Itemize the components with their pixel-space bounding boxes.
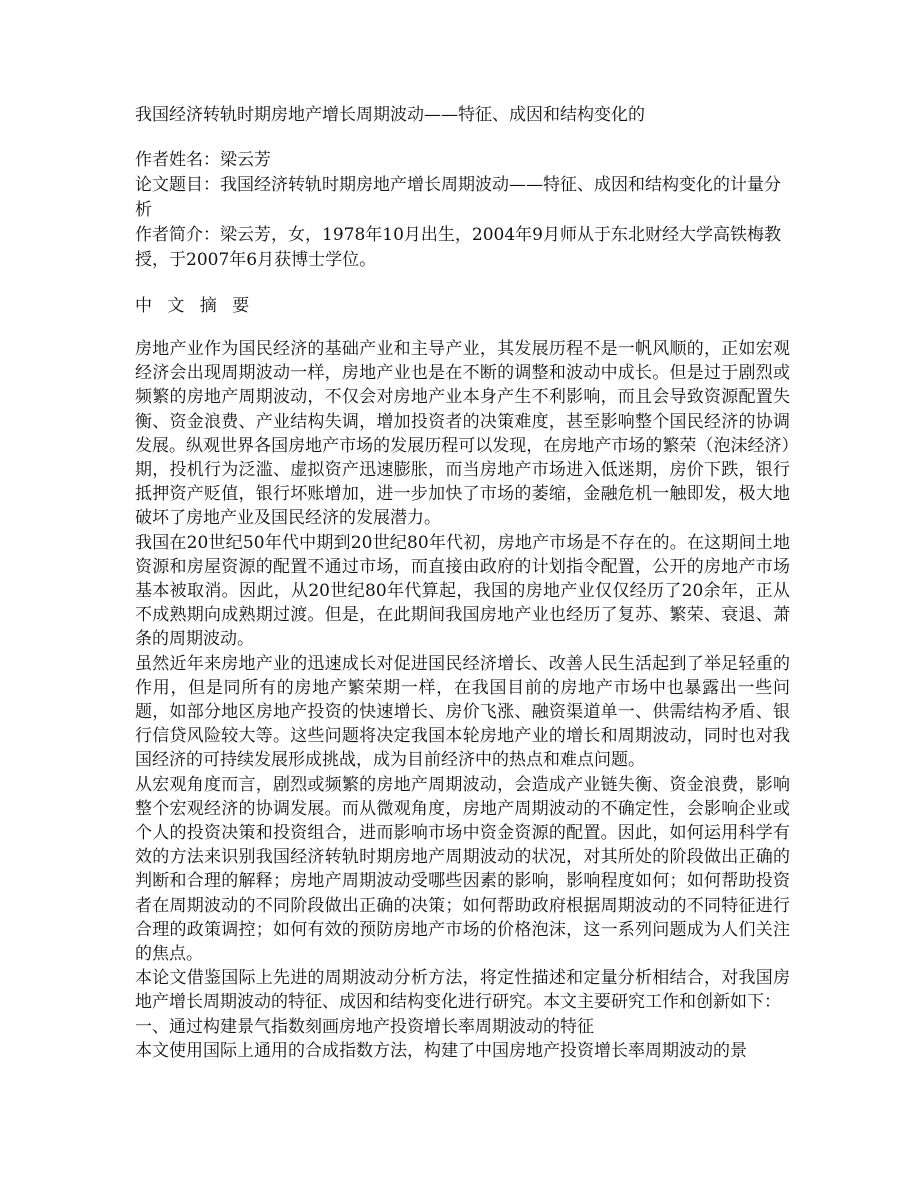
abstract-paragraph: 我国在20世纪50年代中期到20世纪80年代初，房地产市场是不存在的。在这期间土地资源和房屋资源的配置不通过市场，而直接由政府的计划指令配置，公开的房地产市场基本被取消。因此，从20世纪80年代算起，我国的房地产业仅仅经历了20余年，正从不成熟期向成熟期过渡。但是，在此期间我国房地产业也经历了复苏、繁荣、衰退、萧条的周期波动。	[135, 532, 790, 650]
abstract-paragraph: 虽然近年来房地产业的迅速成长对促进国民经济增长、改善人民生活起到了举足轻重的作用，但是同所有的房地产繁荣期一样，在我国目前的房地产市场中也暴露出一些问题，如部分地区房地产投资的快速增长、房价飞涨、融资渠道单一、供需结构矛盾、银行信贷风险较大等。这些问题将决定我国本轮房地产业的增长和周期波动，同时也对我国经济的可持续发展形成挑战，成为目前经济中的热点和难点问题。	[135, 653, 790, 771]
section-subheading: 一、通过构建景气指数刻画房地产投资增长率周期波动的特征	[135, 1016, 594, 1037]
abstract-paragraph: 房地产业作为国民经济的基础产业和主导产业，其发展历程不是一帆风顺的，正如宏观经济会出现周期波动一样，房地产业也是在不断的调整和波动中成长。但是过于剧烈或频繁的房地产周期波动，不仅会对房地产业本身产生不利影响，而且会导致资源配置失衡、资金浪费、产业结构失调，增加投资者的决策难度，甚至影响整个国民经济的协调发展。纵观世界各国房地产市场的发展历程可以发现，在房地产市场的繁荣（泡沫经济）期，投机行为泛滥、虚拟资产迅速膨胀，而当房地产市场进入低迷期，房价下跌，银行抵押资产贬值，银行坏账增加，进一步加快了市场的萎缩，金融危机一触即发，极大地破坏了房地产业及国民经济的发展潜力。	[135, 339, 790, 529]
abstract-paragraph: 本文使用国际上通用的合成指数方法，构建了中国房地产投资增长率周期波动的景	[135, 1040, 747, 1061]
abstract-body	[135, 337, 790, 1063]
document-page	[135, 102, 790, 1063]
author-info-block	[135, 148, 790, 273]
author-name-line: 作者姓名：梁云芳	[135, 150, 271, 170]
abstract-paragraph: 从宏观角度而言，剧烈或频繁的房地产周期波动，会造成产业链失衡、资金浪费，影响整个宏观经济的协调发展。而从微观角度，房地产周期波动的不确定性，会影响企业或个人的投资决策和投资组合，进而影响市场中资金资源的配置。因此，如何运用科学有效的方法来识别我国经济转轨时期房地产周期波动的状况，对其所处的阶段做出正确的判断和合理的解释；房地产周期波动受哪些因素的影响，影响程度如何；如何帮助投资者在周期波动的不同阶段做出正确的决策；如何帮助政府根据周期波动的不同特征进行合理的政策调控；如何有效的预防房地产市场的价格泡沫，这一系列问题成为人们关注的焦点。	[135, 774, 790, 965]
abstract-paragraph: 本论文借鉴国际上先进的周期波动分析方法，将定性描述和定量分析相结合，对我国房地产增长周期波动的特征、成因和结构变化进行研究。本文主要研究工作和创新如下：	[135, 968, 790, 1013]
author-bio-line: 作者简介：梁云芳，女，1978年10月出生，2004年9月师从于东北财经大学高铁梅教授，于2007年6月获博士学位。	[135, 225, 781, 270]
thesis-title-line: 论文题目：我国经济转轨时期房地产增长周期波动——特征、成因和结构变化的计量分析	[135, 175, 781, 220]
abstract-heading: 中 文 摘 要	[135, 296, 255, 316]
document-title: 我国经济转轨时期房地产增长周期波动——特征、成因和结构变化的	[135, 105, 645, 125]
